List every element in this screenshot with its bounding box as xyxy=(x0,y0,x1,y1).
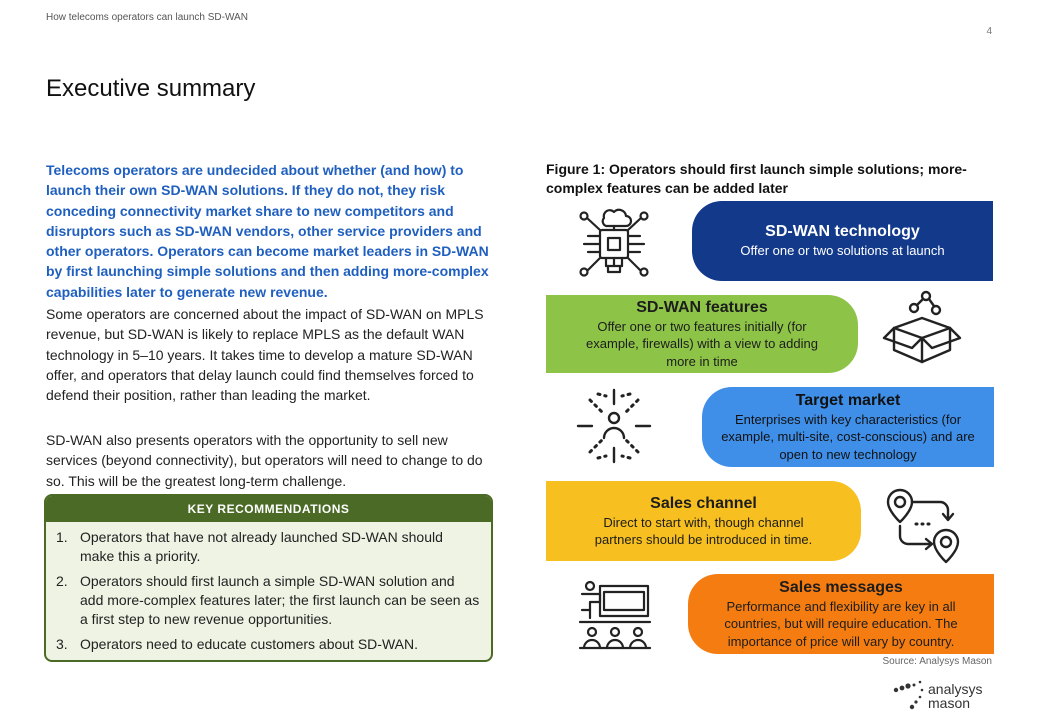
recommendation-number: 1. xyxy=(56,529,68,545)
figure-item-target-market xyxy=(702,387,994,467)
figure-item-sales-messages xyxy=(688,574,994,654)
analysys-mason-logo-icon xyxy=(892,680,928,712)
running-header: How telecoms operators can launch SD-WAN xyxy=(46,12,248,23)
recommendation-number: 2. xyxy=(56,573,68,589)
figure-item-desc: Performance and flexibility are key in all countries, but will require education. The importance of price will vary by country. xyxy=(724,598,958,649)
recommendation-number: 3. xyxy=(56,636,68,652)
body-paragraph: Some operators are concerned about the impact of SD-WAN on MPLS revenue, but SD-WAN is likely to replace MPLS as the default WAN technology in 5–10 years. It takes time to develop a mature SD-WAN offer, and operators that delay launch could find themselves forced to defend their position, rather than leading the market. xyxy=(46,306,484,404)
figure-item-sales-channel xyxy=(546,481,861,561)
open-box-icon xyxy=(880,288,964,368)
figure-item-title: Sales messages xyxy=(779,578,903,596)
figure-item-title: SD-WAN technology xyxy=(765,223,920,241)
key-recommendations-heading: KEY RECOMMENDATIONS xyxy=(46,496,491,522)
figure-item-title: SD-WAN features xyxy=(636,298,768,316)
recommendation-item xyxy=(56,528,481,566)
figure-item-desc: Offer one or two features initially (for example, firewalls) with a view to adding more in time xyxy=(586,318,818,369)
figure-caption: Figure 1: Operators should first launch simple solutions; more-complex features can be added later xyxy=(546,161,967,196)
figure-item-desc: Enterprises with key characteristics (for example, multi-site, cost-conscious) and are open to new technology xyxy=(721,411,975,462)
recommendation-text: Operators need to educate customers about SD-WAN. xyxy=(80,636,418,652)
recommendations-list xyxy=(46,522,491,654)
recommendation-text: Operators that have not already launched SD-WAN should make this a priority. xyxy=(80,529,443,564)
figure-item-sdwan-features xyxy=(546,295,858,373)
key-recommendations-box xyxy=(44,494,493,662)
lead-paragraph: Telecoms operators are undecided about whether (and how) to launch their own SD-WAN solutions. If they do not, they risk conceding connectivity market share to new competitors and disruptors such as SD-WAN vendors, other service providers and other operators. Operators can become market leaders in SD-WAN by first launching simple solutions and then adding more-complex capabilities later to generate new revenue. xyxy=(46,162,489,300)
network-chip-icon xyxy=(578,204,650,278)
logo-text: mason xyxy=(928,695,971,711)
presentation-icon xyxy=(578,580,652,650)
recommendation-item xyxy=(56,635,481,654)
route-pins-icon xyxy=(880,486,964,566)
recommendation-text: Operators should first launch a simple SD-WAN solution and add more-complex features later; the first launch can be seen as a first step to new revenue opportunities. xyxy=(80,573,480,627)
page-title: Executive summary xyxy=(46,75,256,102)
figure-item-desc: Direct to start with, though channel partners should be introduced in time. xyxy=(594,514,813,547)
target-person-icon xyxy=(576,386,652,466)
figure-source: Source: Analysys Mason xyxy=(882,656,992,667)
figure-item-title: Target market xyxy=(795,391,901,409)
figure-item-sdwan-technology xyxy=(692,201,993,281)
page-number: 4 xyxy=(986,26,992,37)
logo-text: analysys xyxy=(928,681,983,697)
figure-item-title: Sales channel xyxy=(650,494,757,512)
figure-item-desc: Offer one or two solutions at launch xyxy=(740,243,945,259)
body-paragraph: SD-WAN also presents operators with the opportunity to sell new services (beyond connectivity), but operators will need to change to do so. This will be the greatest long-term challenge. xyxy=(46,432,483,489)
recommendation-item xyxy=(56,572,481,629)
